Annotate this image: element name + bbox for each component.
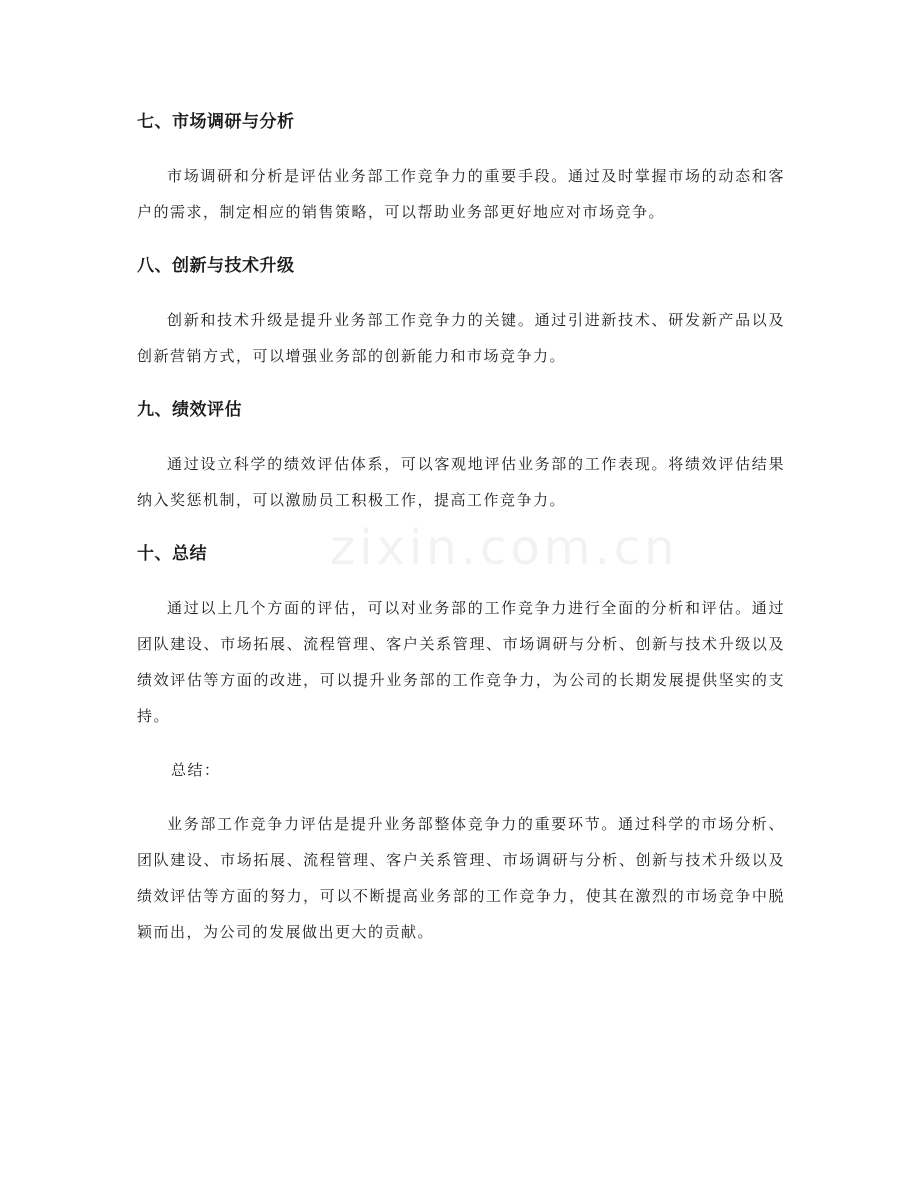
section-paragraph-10: 通过以上几个方面的评估，可以对业务部的工作竞争力进行全面的分析和评估。通过团队建设、市场拓展、流程管理、客户关系管理、市场调研与分析、创新与技术升级以及绩效评估等方面的改进，可以提升业务部的工作竞争力，为公司的长期发展提供坚实的支持。 (137, 599, 785, 725)
summary-paragraph: 业务部工作竞争力评估是提升业务部整体竞争力的重要环节。通过科学的市场分析、团队建设、市场拓展、流程管理、客户关系管理、市场调研与分析、创新与技术升级以及绩效评估等方面的努力，可以不断提高业务部的工作竞争力，使其在激烈的市场竞争中脱颖而出，为公司的发展做出更大的贡献。 (137, 815, 785, 941)
section-heading-8: 八、创新与技术升级 (137, 256, 295, 276)
section-paragraph-7: 市场调研和分析是评估业务部工作竞争力的重要手段。通过及时掌握市场的动态和客户的需求，制定相应的销售策略，可以帮助业务部更好地应对市场竞争。 (137, 167, 785, 221)
summary-label: 总结： (171, 761, 221, 779)
document-content (137, 104, 785, 968)
watermark: zixin.com.cn (330, 520, 679, 576)
section-heading-9: 九、绩效评估 (137, 400, 242, 420)
section-paragraph-8: 创新和技术升级是提升业务部工作竞争力的关键。通过引进新技术、研发新产品以及创新营销方式，可以增强业务部的创新能力和市场竞争力。 (137, 311, 785, 365)
section-heading-7: 七、市场调研与分析 (137, 112, 295, 132)
section-heading-10: 十、总结 (137, 544, 207, 564)
section-paragraph-9: 通过设立科学的绩效评估体系，可以客观地评估业务部的工作表现。将绩效评估结果纳入奖惩机制，可以激励员工积极工作，提高工作竞争力。 (137, 455, 785, 509)
